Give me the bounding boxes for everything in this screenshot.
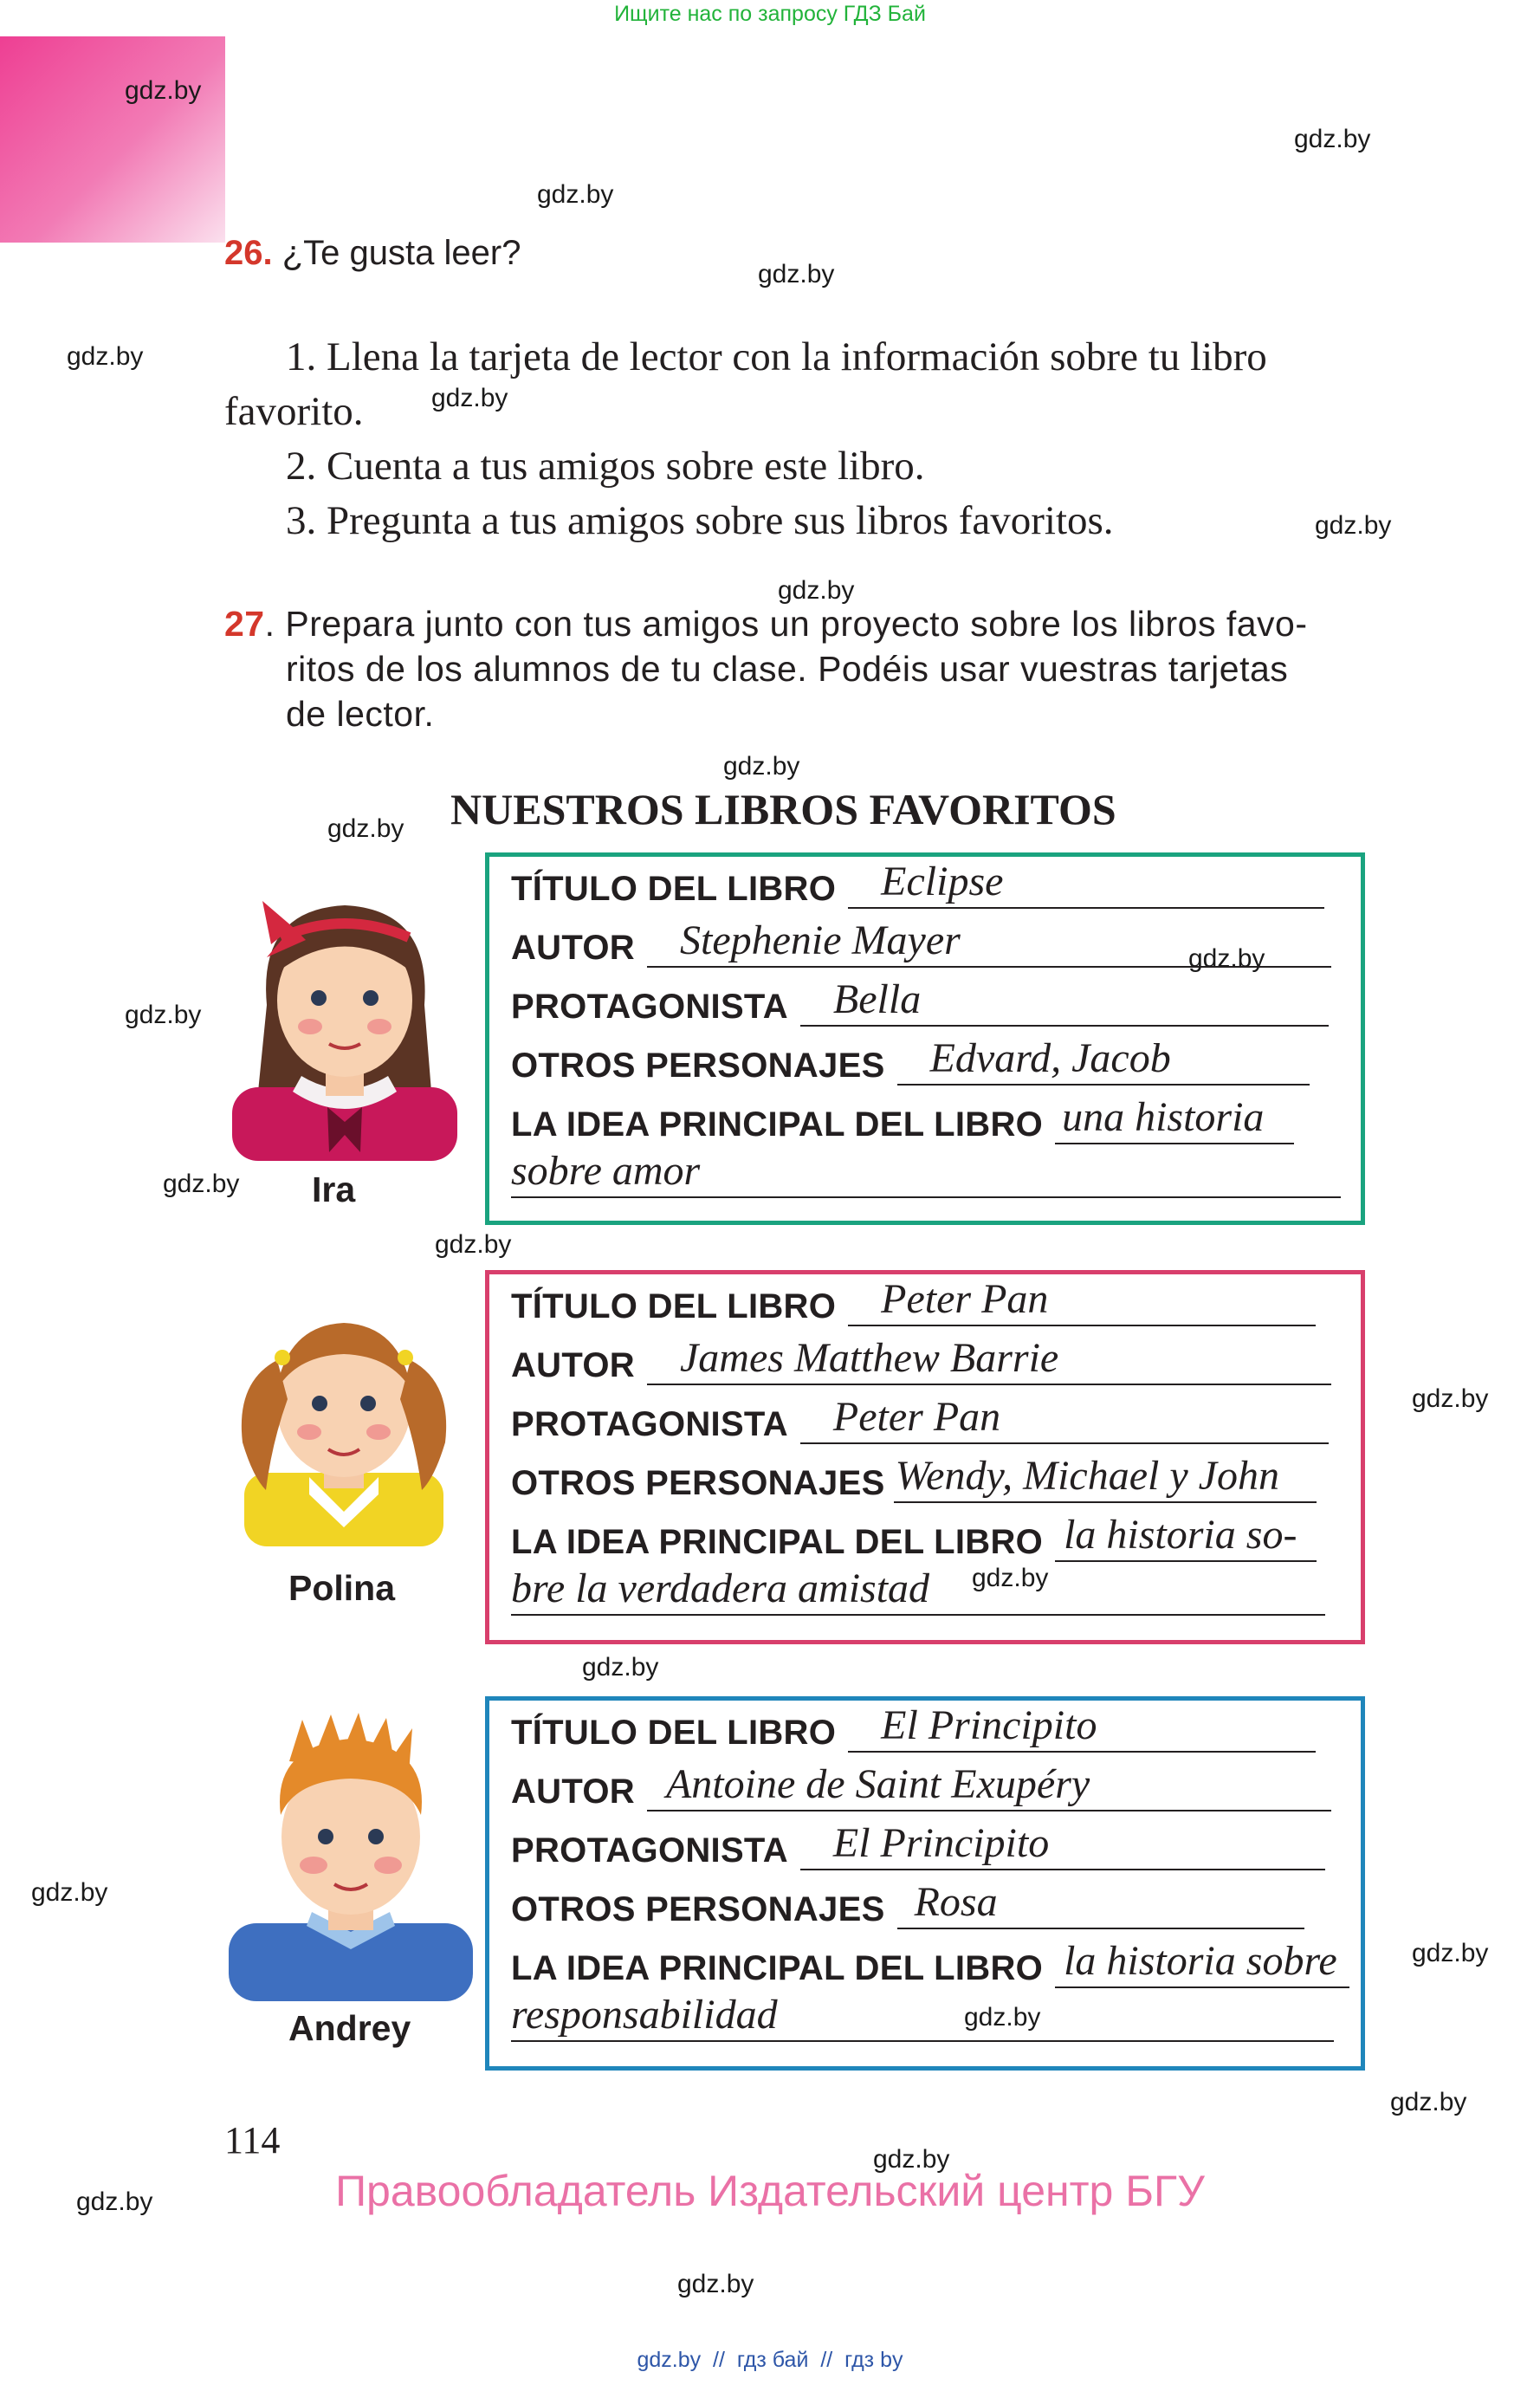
instruction-line: 2. Cuenta a tus amigos sobre este libro.	[286, 444, 925, 489]
reader-card-andrey	[485, 1696, 1365, 2071]
idea-field-2	[511, 1565, 1325, 1616]
idea-row-2	[511, 1992, 1334, 2042]
watermark: gdz.by	[677, 2270, 754, 2298]
idea-field	[1055, 1512, 1317, 1562]
title-field	[848, 1702, 1316, 1753]
watermark: gdz.by	[1315, 511, 1392, 540]
title-row	[511, 1702, 1316, 1753]
title-answer: El Principito	[881, 1702, 1097, 1748]
title-label: TÍTULO DEL LIBRO	[511, 1287, 837, 1325]
reader-card-polina	[485, 1270, 1365, 1644]
idea-answer-2: sobre amor	[511, 1148, 701, 1194]
idea-answer: una historia	[1062, 1094, 1265, 1140]
student-name: Polina	[288, 1568, 396, 1608]
watermark: gdz.by	[873, 2145, 950, 2174]
others-answer: Wendy, Michael y John	[895, 1453, 1279, 1499]
exercise-27-line: ritos de los alumnos de tu clase. Podéis usar vuestras tarjetas	[286, 649, 1289, 689]
others-row	[511, 1035, 1310, 1086]
others-row	[511, 1879, 1304, 1929]
exercise-number: 27	[224, 604, 265, 644]
watermark: gdz.by	[327, 814, 404, 843]
author-field	[647, 1335, 1331, 1385]
title-row	[511, 859, 1324, 909]
reader-card-ira	[485, 852, 1365, 1225]
exercise-27-line	[224, 601, 1308, 646]
watermark: gdz.by	[1390, 2088, 1467, 2116]
idea-label: LA IDEA PRINCIPAL DEL LIBRO	[511, 1105, 1044, 1144]
protagonist-row	[511, 976, 1329, 1027]
watermark: gdz.by	[125, 76, 202, 105]
others-field	[897, 1035, 1310, 1086]
student-name: Andrey	[288, 2008, 411, 2048]
page-number: 114	[224, 2119, 281, 2161]
watermark: gdz.by	[758, 260, 835, 288]
others-row	[511, 1453, 1317, 1503]
title-answer: Eclipse	[881, 859, 1004, 904]
protagonist-field	[800, 1820, 1325, 1870]
author-row	[511, 1761, 1331, 1811]
watermark: gdz.by	[1294, 125, 1371, 153]
others-field	[897, 1879, 1304, 1929]
protagonist-label: PROTAGONISTA	[511, 1831, 788, 1870]
exercise-26-header	[224, 234, 521, 273]
title-field	[848, 859, 1324, 909]
watermark: gdz.by	[778, 576, 855, 605]
watermark: gdz.by	[972, 1564, 1049, 1592]
student-name: Ira	[312, 1170, 356, 1209]
search-note: Ищите нас по запросу ГДЗ Бай	[614, 2, 926, 26]
idea-label: LA IDEA PRINCIPAL DEL LIBRO	[511, 1949, 1044, 1987]
protagonist-field	[800, 976, 1329, 1027]
author-label: AUTOR	[511, 1773, 635, 1811]
others-label: OTROS PERSONAJES	[511, 1047, 885, 1085]
others-answer: Edvard, Jacob	[929, 1035, 1171, 1081]
protagonist-row	[511, 1820, 1325, 1870]
author-answer: Antoine de Saint Exupéry	[665, 1761, 1090, 1807]
instruction-line: favorito.	[224, 389, 364, 434]
author-field	[647, 1761, 1331, 1811]
idea-row-2	[511, 1565, 1325, 1616]
idea-field	[1055, 1938, 1349, 1988]
protagonist-answer: Peter Pan	[832, 1394, 1001, 1440]
author-row	[511, 917, 1331, 968]
instruction-line: 3. Pregunta a tus amigos sobre sus libros favoritos.	[286, 498, 1114, 543]
title-row	[511, 1276, 1316, 1326]
polina-portrait	[227, 1295, 461, 1546]
idea-answer: la historia so-	[1064, 1512, 1297, 1558]
title-label: TÍTULO DEL LIBRO	[511, 1714, 837, 1752]
watermark: gdz.by	[125, 1001, 202, 1029]
author-label: AUTOR	[511, 1346, 635, 1384]
watermark: gdz.by	[435, 1230, 512, 1259]
idea-answer-2: bre la verdadera amistad	[511, 1565, 930, 1611]
others-answer: Rosa	[914, 1879, 998, 1925]
idea-answer-2: responsabilidad	[511, 1992, 778, 2038]
watermark: gdz.by	[537, 180, 614, 209]
protagonist-field	[800, 1394, 1329, 1444]
protagonist-answer: El Principito	[832, 1820, 1050, 1866]
author-answer: Stephenie Mayer	[679, 917, 961, 963]
idea-field	[1055, 1094, 1294, 1144]
exercise-title: ¿Te gusta leer?	[281, 234, 521, 272]
idea-field-2	[511, 1992, 1334, 2042]
others-label: OTROS PERSONAJES	[511, 1890, 885, 1928]
andrey-portrait	[229, 1711, 473, 2001]
protagonist-label: PROTAGONISTA	[511, 988, 788, 1026]
idea-row-2	[511, 1148, 1341, 1198]
author-answer: James Matthew Barrie	[679, 1335, 1059, 1381]
author-field	[647, 917, 1331, 968]
others-label: OTROS PERSONAJES	[511, 1464, 885, 1502]
author-label: AUTOR	[511, 929, 635, 967]
copyright-notice: Правообладатель Издательский центр БГУ	[335, 2167, 1205, 2215]
footer-links[interactable]: gdz.by // гдз бай // гдз by	[637, 2348, 903, 2372]
author-row	[511, 1335, 1331, 1385]
section-heading: NUESTROS LIBROS FAVORITOS	[450, 785, 1116, 833]
watermark: gdz.by	[67, 342, 144, 371]
idea-row	[511, 1094, 1294, 1144]
watermark: gdz.by	[431, 384, 508, 412]
watermark: gdz.by	[1188, 944, 1265, 973]
idea-row	[511, 1512, 1317, 1562]
watermark: gdz.by	[31, 1878, 108, 1907]
title-field	[848, 1276, 1316, 1326]
idea-answer: la historia sobre	[1064, 1938, 1337, 1984]
ira-portrait	[232, 875, 457, 1161]
watermark: gdz.by	[76, 2187, 153, 2216]
title-label: TÍTULO DEL LIBRO	[511, 870, 837, 908]
watermark: gdz.by	[723, 752, 800, 781]
protagonist-label: PROTAGONISTA	[511, 1405, 788, 1443]
exercise-text: . Prepara junto con tus amigos un proyecto sobre los libros favo-	[264, 604, 1308, 644]
idea-label: LA IDEA PRINCIPAL DEL LIBRO	[511, 1523, 1044, 1561]
watermark: gdz.by	[582, 1653, 659, 1682]
protagonist-answer: Bella	[832, 976, 922, 1022]
corner-tab	[0, 36, 225, 243]
watermark: gdz.by	[163, 1170, 240, 1198]
idea-row	[511, 1938, 1349, 1988]
idea-field-2	[511, 1148, 1341, 1198]
others-field	[894, 1453, 1317, 1503]
instruction-line: 1. Llena la tarjeta de lector con la información sobre tu libro	[286, 334, 1267, 379]
exercise-number: 26.	[224, 234, 273, 272]
exercise-27-line: de lector.	[286, 694, 435, 734]
watermark: gdz.by	[1412, 1939, 1489, 1967]
title-answer: Peter Pan	[881, 1276, 1049, 1322]
watermark: gdz.by	[1412, 1384, 1489, 1413]
protagonist-row	[511, 1394, 1329, 1444]
watermark: gdz.by	[964, 2003, 1041, 2032]
